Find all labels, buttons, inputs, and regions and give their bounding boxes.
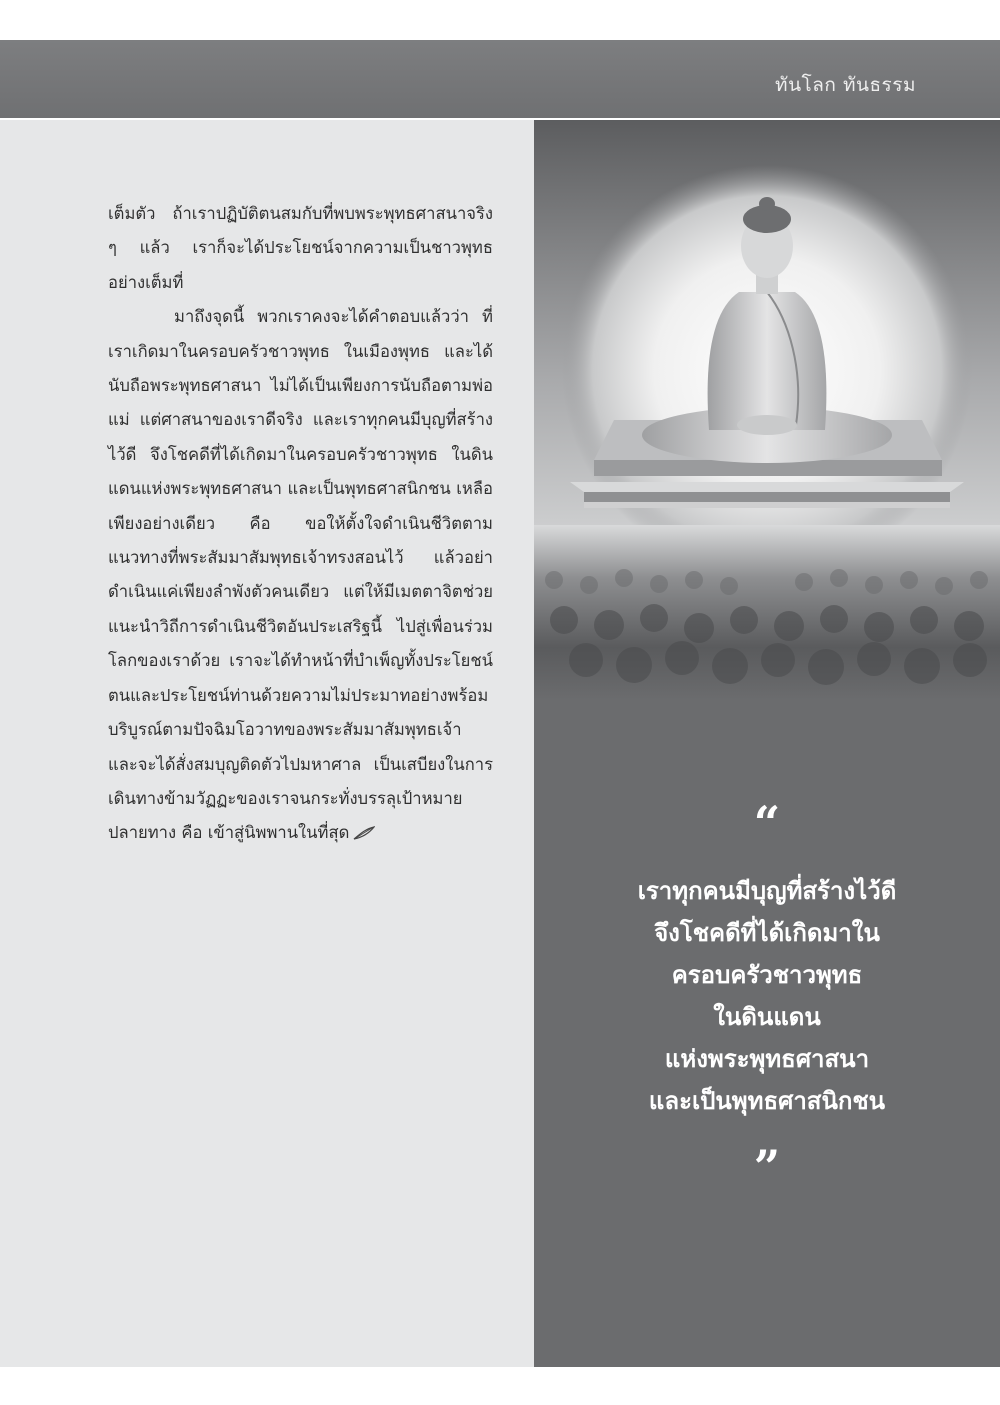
meditating-buddha-illustration [534,120,1000,700]
article-paragraph-2 [108,300,493,851]
quote-line: ครอบครัวชาวพุทธ [671,961,863,989]
quote-line: แห่งพระพุทธศาสนา [664,1045,870,1073]
pull-quote [534,870,1000,1122]
article-paragraph-2-text: มาถึงจุดนี้ พวกเราคงจะได้คำตอบแล้วว่า ที่เราเกิดมาในครอบครัวชาวพุทธ ในเมืองพุทธ และได้นับถือพระพุทธศาสนา ไม่ได้เป็นเพียงการนับถือตามพ่อแม่ แต่ศาสนาของเราดีจริง และเราทุกคนมีบุญที่สร้างไว้ดี จึงโชคดีที่ได้เกิดมาในครอบครัวชาวพุทธ ในดินแดนแห่งพระพุทธศาสนา และเป็นพุทธศาสนิกชน เหลือเพียงอย่างเดียว คือ ขอให้ตั้งใจดำเนินชีวิตตามแนวทางที่พระสัมมาสัมพุทธเจ้าทรงสอนไว้ แล้วอย่าดำเนินแค่เพียงลำพังตัวคนเดียว แต่ให้มีเมตตาจิตช่วยแนะนำวิถีการดำเนินชีวิตอันประเสริฐนี้ ไปสู่เพื่อนร่วมโลกของเราด้วย เราจะได้ทำหน้าที่บำเพ็ญทั้งประโยชน์ตนและประโยชน์ท่านด้วยความไม่ประมาทอย่างพร้อมบริบูรณ์ตามปัจฉิมโอวาทของพระสัมมาสัมพุทธเจ้า และจะได้สั่งสมบุญติดตัวไปมหาศาล เป็นเสบียงในการเดินทางข้ามวัฏฏะของเราจนกระทั่งบรรลุเป้าหมายปลายทาง คือ เข้าสู่นิพพานในที่สุด [108,307,493,843]
bottom-margin [0,1367,1000,1405]
running-header-title: ทันโลก ทันธรรม [775,74,916,96]
quote-open-mark: “ [753,796,781,850]
end-of-article-leaf-icon [353,826,375,840]
header-band [0,40,1000,118]
quote-panel [534,120,1000,1367]
quote-close-mark: ” [753,1140,781,1194]
quote-line: ในดินแดน [713,1003,821,1031]
article-paragraph-1: เต็มตัว ถ้าเราปฏิบัติตนสมกับที่พบพระพุทธศาสนาจริง ๆ แล้ว เราก็จะได้ประโยชน์จากความเป็นชาวพุทธอย่างเต็มที่ [108,204,493,292]
quote-line: จึงโชคดีที่ได้เกิดมาใน [654,919,880,947]
quote-line: และเป็นพุทธศาสนิกชน [648,1087,886,1115]
article-body [108,197,493,851]
quote-line: เราทุกคนมีบุญที่สร้างไว้ดี [637,877,897,905]
